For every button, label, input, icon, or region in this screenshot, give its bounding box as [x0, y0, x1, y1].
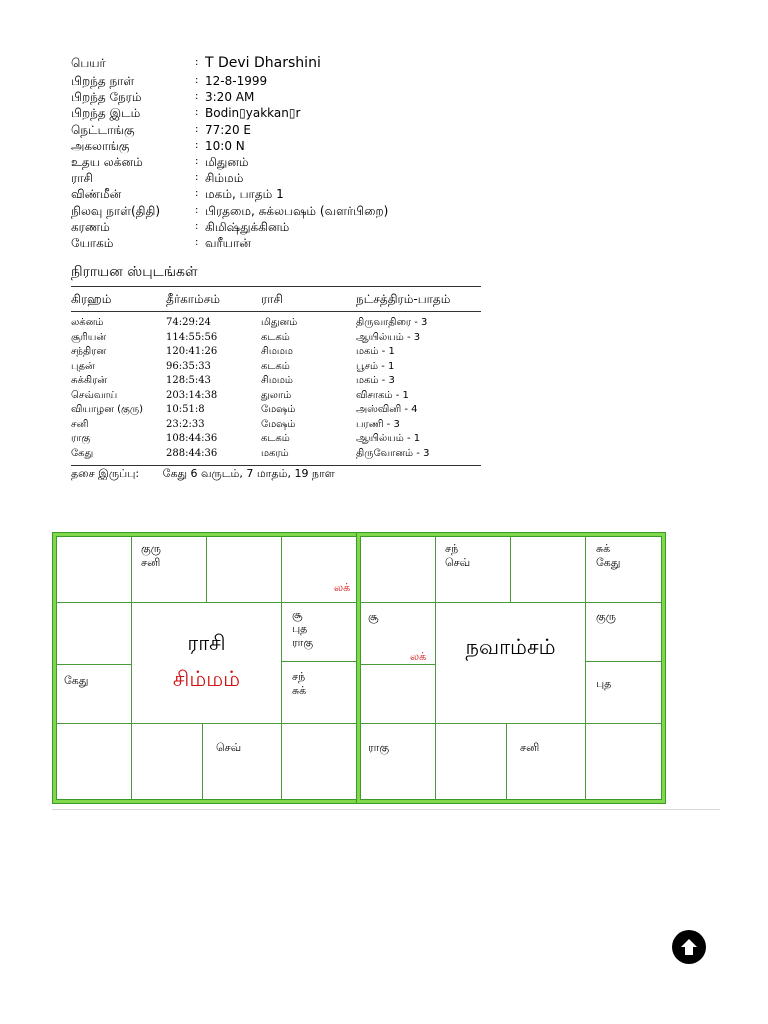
detail-label: உதய லக்னம் — [71, 154, 143, 169]
cell-planet: சனி — [71, 418, 89, 430]
header-star: நட்சத்திரம்-பாதம் — [356, 292, 451, 306]
detail-value: வரீயான் — [205, 235, 251, 250]
detail-value: சிம்மம் — [205, 171, 244, 186]
cell-longitude: 96:35:33 — [166, 360, 211, 372]
cell-rasi: சிமமம் — [261, 375, 293, 386]
planet-guru: குரு — [141, 542, 161, 555]
cell-longitude: 120:41:26 — [166, 346, 218, 357]
cell-planet: வியாழன (குரு) — [71, 404, 143, 415]
planet-sevvai: செவ் — [445, 556, 471, 569]
cell-rasi: துலாம் — [261, 389, 292, 401]
table-row — [71, 447, 481, 462]
navamsa-cell-2 — [445, 542, 470, 570]
grid-line — [360, 664, 436, 665]
detail-separator: : — [195, 75, 199, 86]
planet-budha: புத — [292, 622, 308, 635]
cell-rasi: கடகம் — [261, 360, 290, 372]
scroll-top-button[interactable] — [672, 930, 706, 964]
detail-separator: : — [195, 155, 199, 167]
table-body — [71, 312, 481, 465]
header-rasi: ராசி — [261, 292, 283, 306]
grid-line — [435, 536, 436, 800]
cell-planet: கேது — [71, 447, 94, 459]
header-longitude: தீர்காம்சம் — [166, 292, 220, 306]
planet-shukra: சுக் — [596, 542, 611, 555]
detail-separator: : — [195, 172, 199, 184]
detail-separator: : — [195, 188, 199, 200]
navamsa-lagna-marker: லக் — [410, 650, 427, 663]
rasi-cell-5 — [292, 670, 306, 698]
planet-sevvai: செவ் — [216, 741, 242, 754]
navamsa-cell-10 — [368, 741, 389, 755]
navamsa-chart — [357, 533, 665, 803]
cell-star: திருவாதிரை - 3 — [356, 317, 428, 328]
planet-surya: சூ — [292, 608, 303, 621]
planet-ketu: கேது — [64, 674, 89, 687]
planet-shukra: சுக் — [292, 684, 307, 697]
rasi-cell-8 — [216, 741, 241, 755]
sphuta-title: நிராயன ஸ்புடங்கள் — [71, 264, 198, 280]
cell-longitude: 74:29:24 — [166, 317, 211, 328]
grid-line — [585, 661, 662, 662]
cell-star: விசாகம் - 1 — [356, 389, 409, 401]
cell-longitude: 10:51:8 — [166, 404, 205, 415]
table-header — [71, 287, 481, 311]
cell-star: அஸ்வினி - 4 — [356, 404, 418, 415]
planet-table — [71, 286, 481, 466]
detail-value: 12-8-1999 — [205, 74, 268, 88]
cell-rasi: சிமமம — [261, 346, 293, 357]
detail-value: பிரதமை, சுக்லபஷம் (வளர்பிறை) — [205, 203, 389, 218]
detail-label: பிறந்த நேரம் — [71, 90, 142, 105]
cell-rasi: கடகம் — [261, 331, 290, 343]
detail-separator: : — [195, 139, 199, 151]
grid-line — [56, 723, 358, 724]
cell-star: பரணி - 3 — [356, 418, 400, 430]
cell-star: திருவோனம் - 3 — [356, 447, 430, 459]
cell-longitude: 128:5:43 — [166, 375, 211, 386]
planet-rahu: ராகு — [368, 741, 390, 754]
grid-line — [506, 723, 507, 800]
detail-separator: : — [195, 220, 199, 232]
cell-star: மகம் - 1 — [356, 346, 395, 357]
detail-label: யோகம் — [71, 235, 114, 250]
planet-surya: சூ — [368, 610, 379, 623]
grid-line — [281, 661, 358, 662]
cell-star: மகம் - 3 — [356, 375, 395, 386]
grid-line — [510, 536, 511, 602]
cell-star: ஆயில்யம் - 1 — [356, 433, 421, 444]
detail-label: நெட்டாங்கு — [71, 122, 135, 137]
detail-label: அகலாங்கு — [71, 138, 130, 153]
cell-planet: செவ்வாய் — [71, 389, 118, 401]
header-planet: கிரஹம் — [71, 292, 112, 306]
rasi-chart-sign: சிம்மம் — [172, 667, 241, 691]
detail-separator: : — [195, 57, 199, 68]
planet-chandra: சந் — [445, 542, 459, 555]
cell-planet: புதன் — [71, 360, 95, 372]
detail-label: பெயர் — [71, 56, 106, 70]
cell-star: ஆயில்யம் - 3 — [356, 331, 421, 343]
table-row — [71, 374, 481, 389]
cell-rasi: மிதுனம் — [261, 317, 298, 328]
rasi-chart — [53, 533, 361, 803]
rasi-chart-title: ராசி — [187, 631, 226, 655]
navamsa-cell-6 — [596, 677, 611, 691]
detail-value: Bodin▯yakkan▯r — [205, 106, 301, 121]
planet-sani: சனி — [141, 556, 161, 569]
detail-separator: : — [195, 91, 199, 103]
detail-value: கிமிஷ்துக்கினம் — [205, 219, 290, 234]
cell-longitude: 108:44:36 — [166, 433, 218, 444]
planet-chandra: சந் — [292, 670, 306, 683]
cell-rasi: மேஷம் — [261, 418, 296, 430]
navamsa-cell-4 — [596, 542, 620, 570]
planet-sani: சனி — [520, 741, 540, 754]
cell-rasi: கடகம் — [261, 433, 290, 444]
grid-line — [56, 602, 358, 603]
cell-planet: சந்திரன — [71, 346, 107, 357]
cell-star: பூசம் - 1 — [356, 360, 395, 372]
detail-value: மிதுனம் — [205, 154, 249, 169]
rasi-cell-10 — [64, 674, 88, 688]
navamsa-chart-title: நவாம்சம் — [465, 635, 556, 659]
detail-separator: : — [195, 236, 199, 248]
table-row — [71, 403, 481, 418]
table-bottom-rule — [71, 465, 481, 466]
detail-separator: : — [195, 204, 199, 216]
grid-line — [585, 536, 586, 800]
grid-line — [202, 723, 203, 800]
planet-budha: புத — [596, 677, 612, 690]
planet-rahu: ராகு — [292, 636, 314, 649]
detail-separator: : — [195, 107, 199, 119]
grid-line — [206, 536, 207, 602]
planet-ketu: கேது — [596, 556, 621, 569]
navamsa-cell-12 — [368, 610, 379, 624]
table-row — [71, 345, 481, 360]
grid-line — [360, 723, 662, 724]
table-row — [71, 418, 481, 433]
grid-line — [281, 536, 282, 800]
cell-longitude: 288:44:36 — [166, 447, 218, 459]
detail-value: T Devi Dharshini — [205, 55, 321, 71]
navamsa-cell-8 — [520, 741, 539, 755]
detail-label: கரணம் — [71, 219, 110, 234]
cell-longitude: 23:2:33 — [166, 418, 205, 430]
cell-longitude: 203:14:38 — [166, 389, 218, 401]
table-row — [71, 316, 481, 331]
table-row — [71, 360, 481, 375]
rasi-lagna-marker: லக் — [334, 581, 351, 594]
cell-planet: ராகு — [71, 433, 91, 444]
section-divider — [52, 809, 720, 810]
detail-label: நிலவு நாள்(திதி) — [71, 203, 161, 218]
detail-label: பிறந்த நாள் — [71, 74, 135, 88]
planet-guru: குரு — [596, 610, 616, 623]
table-row — [71, 432, 481, 447]
cell-planet: லக்னம் — [71, 317, 104, 328]
detail-separator: : — [195, 123, 199, 135]
dasa-balance — [71, 467, 335, 482]
grid-line — [360, 602, 662, 603]
rasi-cell-2 — [141, 542, 161, 570]
detail-value: 3:20 AM — [205, 90, 255, 105]
detail-label: ராசி — [71, 171, 93, 186]
cell-longitude: 114:55:56 — [166, 331, 218, 343]
cell-planet: சூரியன் — [71, 331, 107, 343]
detail-value: 10:0 N — [205, 138, 245, 153]
detail-value: மகம், பாதம் 1 — [205, 187, 284, 202]
cell-planet: சுக்கிரன் — [71, 375, 107, 386]
grid-line — [56, 664, 132, 665]
cell-rasi: மகரம் — [261, 447, 289, 459]
detail-label: விண்மீன் — [71, 187, 122, 202]
table-row — [71, 389, 481, 404]
cell-rasi: மேஷம் — [261, 404, 296, 415]
arrow-up-icon — [676, 934, 702, 960]
navamsa-cell-5 — [596, 610, 616, 624]
dasa-label: தசை இருப்பு: — [71, 467, 140, 480]
dasa-value: கேது 6 வருடம், 7 மாதம், 19 நாள — [162, 467, 335, 480]
detail-label: பிறந்த இடம் — [71, 106, 141, 121]
table-row — [71, 331, 481, 346]
detail-value: 77:20 E — [205, 122, 251, 137]
rasi-cell-4 — [292, 608, 313, 650]
